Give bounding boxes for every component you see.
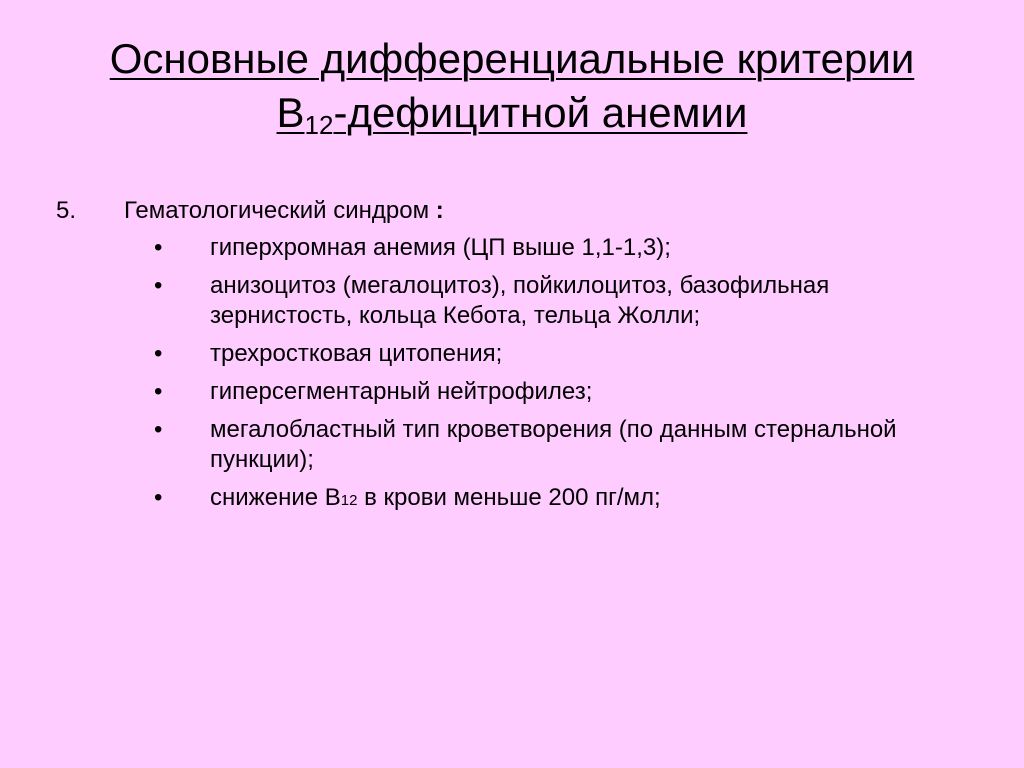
- section-heading-colon: :: [435, 197, 444, 224]
- title-subscript: 12: [304, 110, 334, 140]
- list-item-text: [210, 484, 661, 511]
- list-item-text: гиперхромная анемия (ЦП выше 1,1-1,3);: [210, 234, 671, 261]
- list-item: [154, 483, 974, 516]
- title-line-1: Основные дифференциальные критерии: [109, 35, 915, 82]
- list-item: [154, 339, 974, 369]
- bullet-icon: •: [154, 340, 163, 367]
- list-item-text-suffix: в крови меньше 200 пг/мл;: [357, 484, 661, 511]
- list-item: [154, 377, 974, 407]
- section-heading: [124, 197, 444, 225]
- list-item: [154, 271, 974, 331]
- list-item-text: трехростковая цитопения;: [210, 340, 503, 367]
- title-line-2-suffix: -дефицитной анемии: [333, 89, 748, 136]
- bullet-icon: •: [154, 272, 163, 299]
- bullet-icon: •: [154, 416, 163, 443]
- list-item-text-prefix: снижение В: [210, 484, 341, 511]
- bullet-list: [154, 233, 974, 524]
- section-heading-text: Гематологический синдром: [124, 197, 430, 224]
- bullet-icon: •: [154, 484, 163, 511]
- section-number: 5.: [56, 197, 77, 224]
- title-b-letter: B: [276, 89, 305, 136]
- list-item: [154, 233, 974, 263]
- list-item: [154, 415, 974, 475]
- bullet-icon: •: [154, 378, 163, 405]
- list-item-text: анизоцитоз (мегалоцитоз), пойкилоцитоз, базофильная зернистость, кольца Кебота, тельца Жолли;: [210, 272, 830, 329]
- b12-subscript: 12: [340, 492, 358, 509]
- list-item-text: гиперсегментарный нейтрофилез;: [210, 378, 593, 405]
- bullet-icon: •: [154, 234, 163, 261]
- list-item-text: мегалобластный тип кроветворения (по данным стернальной пункции);: [210, 416, 897, 473]
- slide-title: [60, 32, 964, 140]
- title-line-2: [60, 86, 964, 140]
